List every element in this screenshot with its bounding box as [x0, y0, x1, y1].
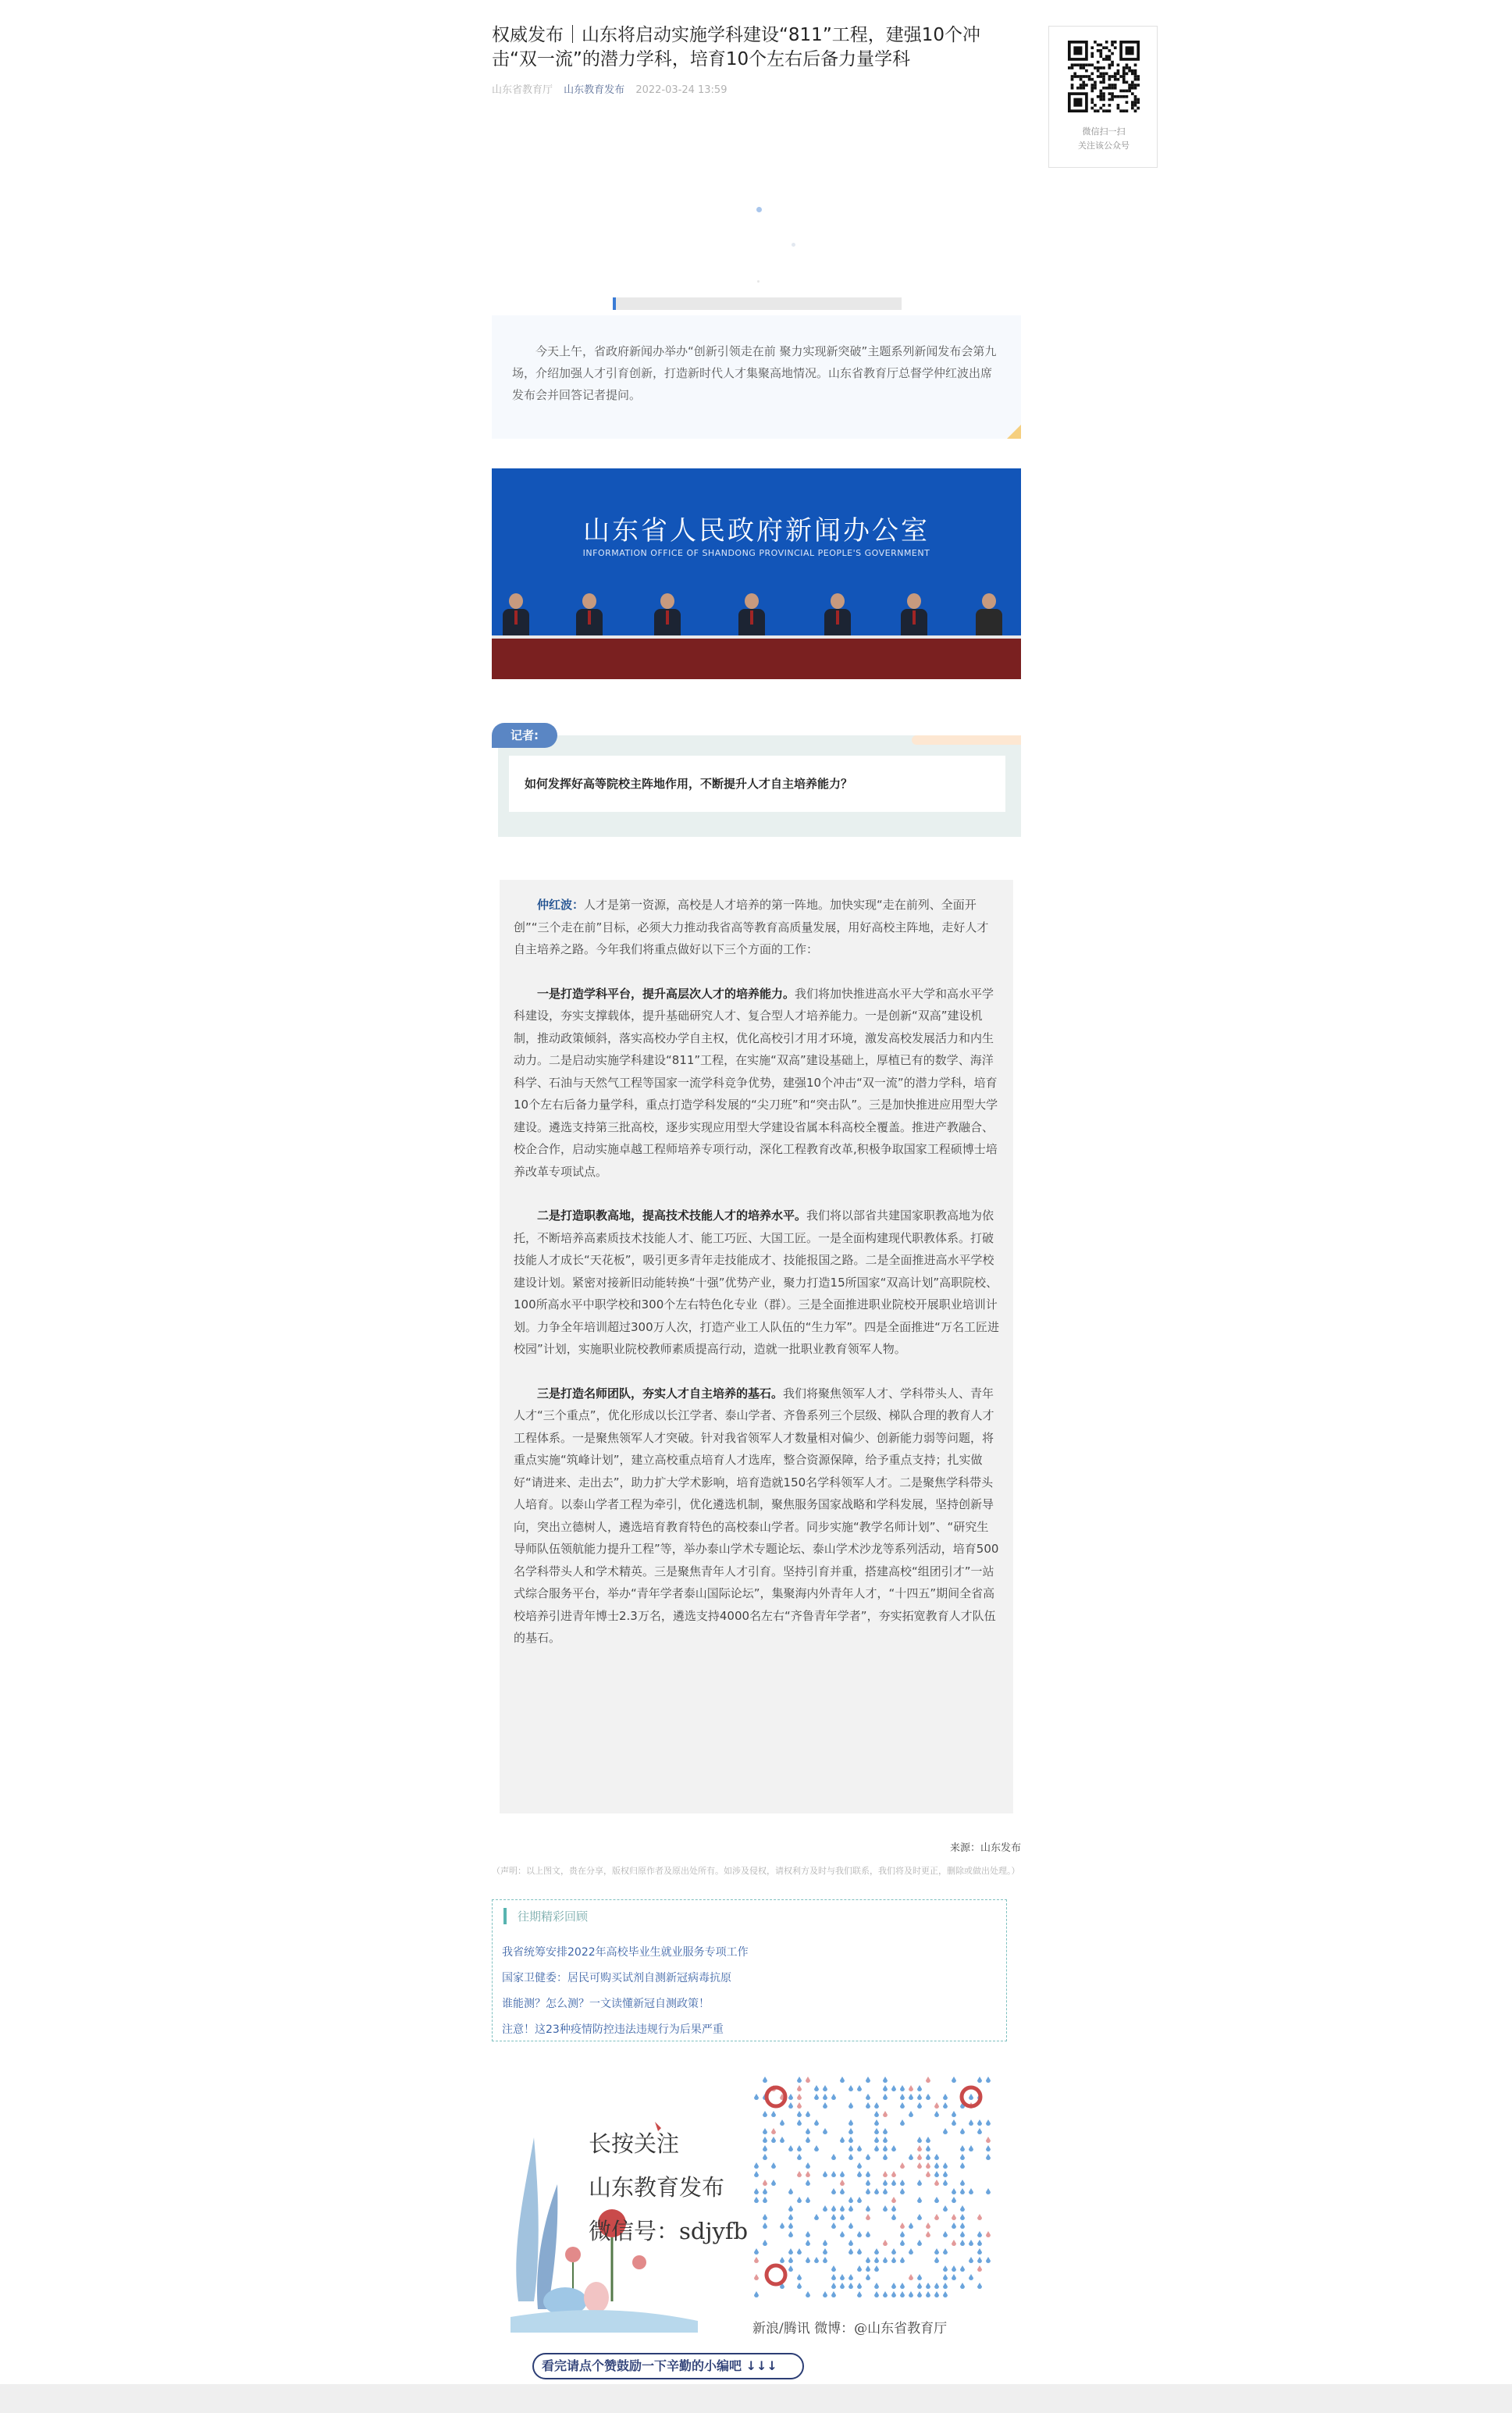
bottom-bar	[0, 2384, 1512, 2413]
past-article-link[interactable]: 国家卫健委：居民可购买试剂自测新冠病毒抗原	[502, 1972, 731, 1984]
loading-progress-bar	[613, 297, 902, 310]
loading-dot	[792, 243, 795, 247]
article-title: 权威发布｜山东将启动实施学科建设“811”工程，建强10个冲击“双一流”的潜力学科，培育10个左右后备力量学科	[492, 25, 980, 69]
answer-paragraph: 仲红波：人才是第一资源，高校是人才培养的第一阵地。加快实现“走在前列、全面开创”“三个走在前”目标，必须大力推动我省高等教育高质量发展，用好高校主阵地，走好人才自主培养之路。今年我们将重点做好以下三个方面的工作：	[514, 898, 989, 956]
follow-line-1: 长按关注	[589, 2130, 680, 2157]
past-article-link[interactable]: 注意！这23种疫情防控违法违规行为后果严重	[502, 2023, 724, 2036]
reporter-tag: 记者:	[492, 723, 557, 748]
follow-banner[interactable]	[503, 2059, 1002, 2403]
paragraph-lead: 二是打造职教高地，提高技术技能人才的培养水平。	[537, 1208, 807, 1223]
speaker-figure	[824, 593, 851, 639]
past-article-link[interactable]: 我省统筹安排2022年高校毕业生就业服务专项工作	[502, 1946, 749, 1959]
paragraph-lead: 一是打造学科平台，提升高层次人才的培养能力。	[537, 986, 795, 1001]
speaker-figure	[654, 593, 681, 639]
speaker-figure	[738, 593, 765, 639]
account-link[interactable]: 山东教育发布	[564, 84, 625, 96]
follow-line-3: 微信号：sdjyfb	[589, 2218, 749, 2244]
photo-backdrop-subtitle: INFORMATION OFFICE OF SHANDONG PROVINCIAL PEOPLE'S GOVERNMENT	[582, 548, 930, 558]
decorative-qr-code	[752, 2073, 994, 2300]
answer-paragraph: 三是打造名师团队，夯实人才自主培养的基石。我们将聚焦领军人才、学科带头人、青年人才“三个重点”，优化形成以长江学者、泰山学者、齐鲁系列三个层级、梯队合理的教育人才工程体系。一是聚焦领军人才突破。针对我省领军人才数量相对偏少、创新能力弱等问题，将重点实施“筑峰计划”，建立高校重点培育人才选库，整合资源保障，给予重点支持；扎实做好“请进来、走出去”，助力扩大学术影响，培育造就150名学科领军人才。二是聚焦学科带头人培育。以泰山学者工程为牵引，优化遴选机制，聚焦服务国家战略和学科发展，坚持创新导向，突出立德树人，遴选培育教育特色的高校泰山学者。同步实施“教学名师计划”、“研究生导师队伍领航能力提升工程”等，举办泰山学术专题论坛、泰山学术沙龙等系列活动，培育500名学科带头人和学术精英。三是聚焦青年人才引育。坚持引育并重，搭建高校“组团引才”一站式综合服务平台，举办“青年学者泰山国际论坛”，集聚海内外青年人才，“十四五”期间全省高校培养引进青年博士2.3万名，遴选支持4000名左右“齐鲁青年学者”，夯实拓宽教育人才队伍的基石。	[514, 1386, 999, 1645]
qr-caption-line-2: 关注该公众号	[1078, 141, 1130, 151]
qr-code	[1068, 41, 1140, 112]
qr-caption	[1049, 125, 1158, 153]
article-author: 山东省教育厅	[492, 84, 553, 96]
article	[492, 23, 1021, 2373]
publish-date: 2022-03-24 13:59	[635, 84, 728, 96]
answer-paragraph: 二是打造职教高地，提高技术技能人才的培养水平。我们将以部省共建国家职教高地为依托，不断培养高素质技术技能人才、能工巧匠、大国工匠。一是全面构建现代职教体系。打破技能人才成长“天花板”，吸引更多青年走技能成才、技能报国之路。二是全面推进高水平学校建设计划。紧密对接新旧动能转换“十强”优势产业，聚力打造15所国家“双高计划”高职院校、100所高水平中职学校和300个左右特色化专业（群）。三是全面推进职业院校开展职业培训计划。力争全年培训超过300万人次，打造产业工人队伍的“生力军”。四是全面推进“万名工匠进校园”计划，实施职业院校教师素质提高行动，造就一批职业教育领军人物。	[514, 1208, 999, 1356]
speaker-figure	[901, 593, 927, 639]
loading-progress-fill	[613, 297, 616, 310]
corner-decoration	[1007, 425, 1021, 439]
loading-dot	[757, 280, 760, 283]
follow-text-block	[589, 2122, 748, 2253]
loading-area	[492, 96, 1021, 279]
press-conference-photo[interactable]	[492, 468, 1021, 679]
intro-box	[492, 315, 1021, 439]
answer-box	[500, 880, 1013, 1813]
speaker-figure	[576, 593, 603, 639]
desk-front	[492, 639, 1021, 679]
past-highlights-heading: 往期精彩回顾	[503, 1908, 997, 1924]
question-decoration	[912, 735, 1021, 745]
speaker-name: 仲红波：	[537, 898, 585, 912]
side-qr-panel[interactable]	[1048, 26, 1158, 168]
qr-caption-line-1: 微信扫一扫	[1082, 126, 1126, 137]
past-highlights	[492, 1899, 1007, 2041]
article-meta	[492, 81, 1021, 96]
reporter-question-box	[492, 718, 1021, 847]
intro-text: 今天上午，省政府新闻办举办“创新引领走在前 聚力实现新突破”主题系列新闻发布会第九场，介绍加强人才引育创新，打造新时代人才集聚高地情况。山东省教育厅总督学仲红波出席发布会并回答记者提问。	[512, 344, 997, 402]
weibo-handle: 新浪/腾讯 微博：@山东省教育厅	[752, 2321, 948, 2336]
like-prompt: 看完请点个赞鼓励一下辛勤的小编吧 ↓↓↓	[532, 2353, 804, 2379]
source-line: 来源：山东发布	[949, 1842, 1021, 1854]
speaker-figure	[976, 593, 1002, 639]
photo-backdrop-title: 山东省人民政府新闻办公室	[583, 515, 930, 546]
speaker-figure	[503, 593, 529, 639]
loading-dot	[756, 207, 762, 212]
question-panel	[509, 756, 1005, 812]
paragraph-lead: 三是打造名师团队，夯实人才自主培养的基石。	[537, 1386, 784, 1400]
past-article-link[interactable]: 谁能测？怎么测？一文读懂新冠自测政策！	[502, 1998, 710, 2010]
answer-paragraph: 一是打造学科平台，提升高层次人才的培养能力。我们将加快推进高水平大学和高水平学科建设，夯实支撑载体，提升基础研究人才、复合型人才培养能力。一是创新“双高”建设机制，推动政策倾斜，落实高校办学自主权，优化高校引才用才环境，激发高校发展活力和内生动力。二是启动实施学科建设“811”工程，在实施“双高”建设基础上，厚植已有的数学、海洋科学、石油与天然气工程等国家一流学科竞争优势，建强10个冲击“双一流”的潜力学科，培育10个左右后备力量学科，重点打造学科发展的“尖刀班”和“突击队”。三是加快推进应用型大学建设。遴选支持第三批高校，逐步实现应用型大学建设省属本科高校全覆盖。推进产教融合、校企合作，启动实施卓越工程师培养专项行动，深化工程教育改革,积极争取国家工程硕博士培养改革专项试点。	[514, 986, 998, 1179]
reporter-question: 如何发挥好高等院校主阵地作用，不断提升人才自主培养能力？	[525, 777, 853, 791]
past-highlights-list	[502, 1940, 997, 2043]
copyright-notice: （声明：以上图文，贵在分享，版权归原作者及原出处所有。如涉及侵权，请权利方及时与我们联系，我们将及时更正，删除或做出处理。）	[492, 1866, 1020, 1876]
follow-line-2: 山东教育发布	[589, 2174, 725, 2201]
